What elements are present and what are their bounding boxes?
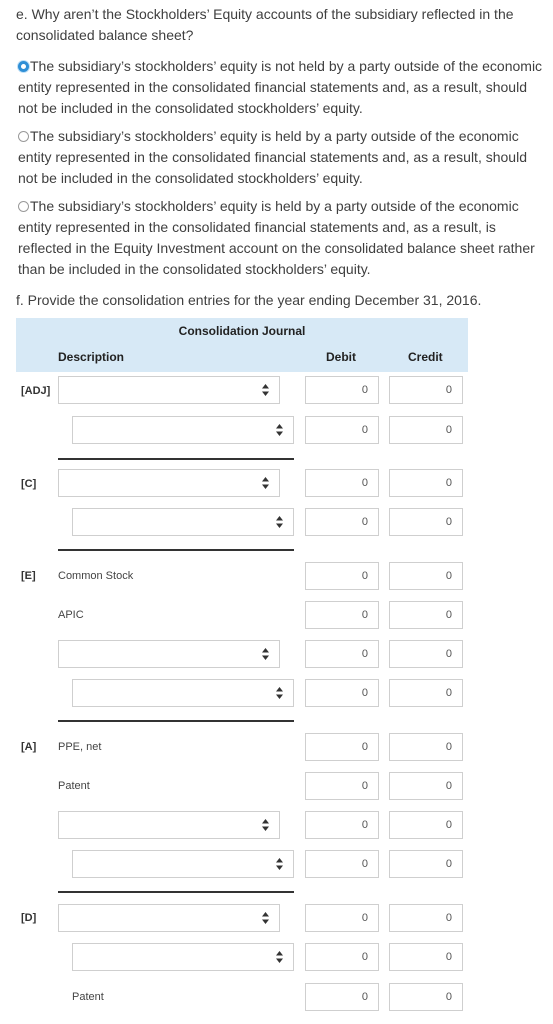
entry-label-a: [A] [21, 741, 37, 753]
answer-option-1-text: The subsidiary’s stockholders’ equity is not held by a party outside of the economic entity represented in the consolidated financial statements and, as a result, should not be included in the consolidated stockholders’ equity. [18, 58, 543, 116]
credit-input[interactable]: 0 [389, 904, 463, 932]
entry-divider [58, 891, 294, 893]
entry-label-c: [C] [21, 478, 37, 490]
sort-arrows-icon [276, 858, 283, 870]
credit-input[interactable]: 0 [389, 416, 463, 444]
entry-label-adj: [ADJ] [21, 385, 51, 397]
credit-input[interactable]: 0 [389, 508, 463, 536]
radio-icon[interactable] [18, 201, 29, 212]
radio-selected-icon[interactable] [18, 61, 29, 72]
debit-input[interactable]: 0 [305, 469, 379, 497]
consolidation-journal [16, 318, 468, 1018]
account-name: APIC [58, 609, 84, 621]
account-select[interactable] [58, 811, 280, 839]
debit-input[interactable]: 0 [305, 811, 379, 839]
sort-arrows-icon [262, 648, 269, 660]
account-select[interactable] [58, 469, 280, 497]
account-select[interactable] [72, 850, 294, 878]
account-select[interactable] [58, 376, 280, 404]
credit-input[interactable]: 0 [389, 562, 463, 590]
debit-input[interactable]: 0 [305, 416, 379, 444]
account-select[interactable] [58, 640, 280, 668]
account-name: Patent [58, 780, 90, 792]
credit-input[interactable]: 0 [389, 601, 463, 629]
debit-input[interactable]: 0 [305, 983, 379, 1011]
entry-label-d: [D] [21, 912, 37, 924]
answer-option-2[interactable] [18, 126, 543, 189]
debit-input[interactable]: 0 [305, 679, 379, 707]
account-select[interactable] [72, 679, 294, 707]
credit-input[interactable]: 0 [389, 772, 463, 800]
debit-input[interactable]: 0 [305, 850, 379, 878]
credit-input[interactable]: 0 [389, 679, 463, 707]
account-select[interactable] [72, 943, 294, 971]
debit-input[interactable]: 0 [305, 943, 379, 971]
account-name: PPE, net [58, 741, 102, 753]
debit-input[interactable]: 0 [305, 904, 379, 932]
credit-input[interactable]: 0 [389, 640, 463, 668]
sort-arrows-icon [276, 951, 283, 963]
account-name: Common Stock [58, 570, 134, 582]
credit-input[interactable]: 0 [389, 733, 463, 761]
credit-input[interactable]: 0 [389, 469, 463, 497]
sort-arrows-icon [262, 819, 269, 831]
sort-arrows-icon [276, 516, 283, 528]
entry-label-e: [E] [21, 570, 36, 582]
account-name: Patent [72, 991, 104, 1003]
debit-input[interactable]: 0 [305, 508, 379, 536]
debit-input[interactable]: 0 [305, 772, 379, 800]
sort-arrows-icon [276, 424, 283, 436]
account-select[interactable] [72, 508, 294, 536]
sort-arrows-icon [262, 384, 269, 396]
sort-arrows-icon [276, 687, 283, 699]
account-select[interactable] [58, 904, 280, 932]
column-header-credit: Credit [408, 350, 443, 364]
answer-option-1[interactable] [18, 56, 543, 119]
credit-input[interactable]: 0 [389, 943, 463, 971]
question-f: f. Provide the consolidation entries for the year ending December 31, 2016. [16, 292, 482, 308]
entry-divider [58, 720, 294, 722]
sort-arrows-icon [262, 912, 269, 924]
credit-input[interactable]: 0 [389, 983, 463, 1011]
answer-option-3-text: The subsidiary’s stockholders’ equity is held by a party outside of the economic entity represented in the consolidated financial statements and, as a result, is reflected in the Equity Investment account on the consolidated balance sheet rather than be included in the consolidated stockholders’ equity. [18, 198, 535, 277]
credit-input[interactable]: 0 [389, 376, 463, 404]
debit-input[interactable]: 0 [305, 562, 379, 590]
radio-icon[interactable] [18, 131, 29, 142]
debit-input[interactable]: 0 [305, 376, 379, 404]
entry-divider [58, 458, 294, 460]
entry-divider [58, 549, 294, 551]
journal-title: Consolidation Journal [178, 324, 306, 338]
credit-input[interactable]: 0 [389, 850, 463, 878]
sort-arrows-icon [262, 477, 269, 489]
debit-input[interactable]: 0 [305, 640, 379, 668]
debit-input[interactable]: 0 [305, 733, 379, 761]
account-select[interactable] [72, 416, 294, 444]
column-header-description: Description [58, 350, 125, 364]
answer-option-3[interactable] [18, 196, 543, 280]
question-e: e. Why aren’t the Stockholders’ Equity accounts of the subsidiary reflected in the consolidated balance sheet? [16, 6, 514, 43]
journal-header [16, 318, 468, 372]
credit-input[interactable]: 0 [389, 811, 463, 839]
debit-input[interactable]: 0 [305, 601, 379, 629]
answer-option-2-text: The subsidiary’s stockholders’ equity is held by a party outside of the economic entity represented in the consolidated financial statements and, as a result, should not be included in the consolidated stockholders’ equity. [18, 128, 527, 186]
column-header-debit: Debit [326, 350, 356, 364]
